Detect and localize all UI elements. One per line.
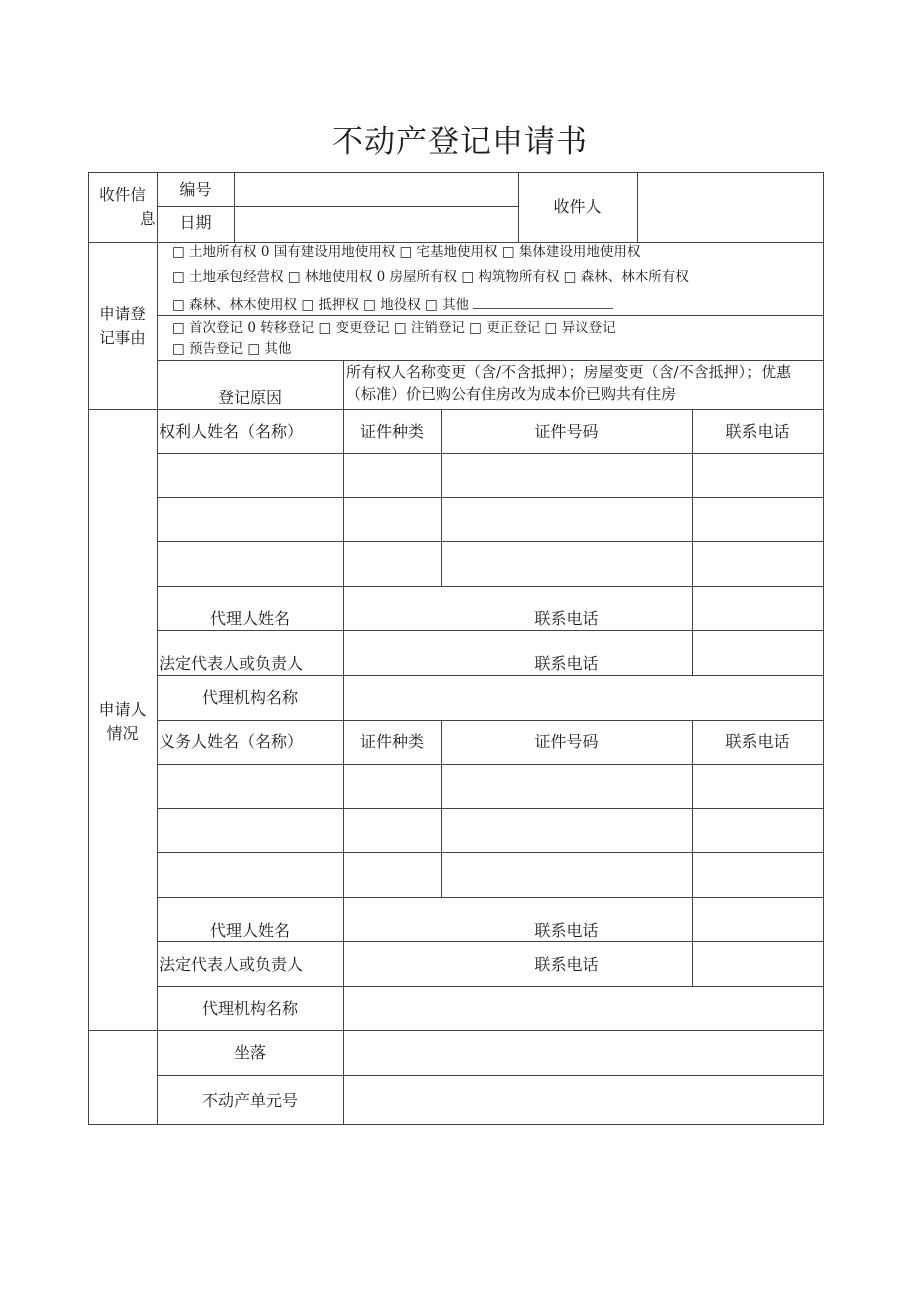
reason-separator	[157, 315, 824, 316]
id-type-header: 证件种类	[359, 732, 424, 751]
reason-section-label: 记事由	[99, 329, 146, 347]
location-label: 坐落	[233, 1043, 266, 1062]
row-line	[157, 720, 824, 721]
receipt-divider	[637, 172, 638, 242]
number-field[interactable]	[236, 178, 516, 204]
receiver-label: 收件人	[553, 197, 602, 216]
legal-rep-phone-label: 联系电话	[534, 654, 599, 673]
agent-phone-label: 联系电话	[534, 609, 599, 628]
table-cell[interactable]	[695, 456, 820, 494]
table-cell[interactable]	[444, 500, 689, 538]
registration-type-options-line[interactable]: □ 预告登记 □ 其他	[172, 341, 292, 357]
receipt-section-label: 息	[140, 210, 156, 228]
column-line	[343, 1030, 344, 1125]
applicant-section-label: 申请人	[98, 700, 147, 719]
column-line	[692, 409, 693, 675]
receipt-section-label: 收件信	[99, 186, 146, 204]
table-cell[interactable]	[695, 767, 820, 805]
table-cell[interactable]	[160, 855, 340, 893]
number-label: 编号	[179, 180, 212, 199]
table-cell[interactable]	[346, 767, 438, 805]
table-cell[interactable]	[444, 456, 689, 494]
id-number-header: 证件号码	[534, 732, 599, 751]
legal-rep-label: 法定代表人或负责人	[159, 654, 304, 673]
reason-section-label: 申请登	[99, 305, 146, 323]
row-line	[157, 986, 824, 987]
row-line	[157, 897, 824, 898]
agent-name-label: 代理人姓名	[209, 921, 290, 940]
legal-rep-phone-label: 联系电话	[534, 955, 599, 974]
section-separator	[88, 409, 824, 410]
table-border-bottom	[88, 1124, 824, 1125]
agent-name-label: 代理人姓名	[209, 609, 290, 628]
date-label: 日期	[179, 213, 212, 232]
table-cell[interactable]	[346, 544, 438, 582]
agent-phone-label: 联系电话	[534, 921, 599, 940]
cause-text: 所有权人名称变更（含/不含抵押）；房屋变更（含/不含抵押）；优惠（标准）价已购公有住房改为成本价已购共有住房	[346, 363, 792, 403]
phone-header: 联系电话	[725, 732, 790, 751]
row-line	[157, 453, 824, 454]
legal-rep-label: 法定代表人或负责人	[159, 955, 304, 974]
right-type-options-line[interactable]: □ 土地承包经营权 □ 林地使用权 0 房屋所有权 □ 构筑物所有权 □ 森林、林木所有权	[172, 269, 689, 285]
cause-divider	[343, 360, 344, 409]
right-type-options-line[interactable]	[172, 296, 613, 313]
registration-type-options-line[interactable]: □ 首次登记 0 转移登记 □ 变更登记 □ 注销登记 □ 更正登记 □ 异议登记	[172, 320, 616, 336]
section-separator	[88, 242, 824, 243]
agency-name-label: 代理机构名称	[201, 688, 298, 707]
phone-header: 联系电话	[725, 422, 790, 441]
table-cell[interactable]	[695, 500, 820, 538]
cause-label: 登记原因	[217, 388, 282, 407]
table-cell[interactable]	[160, 456, 340, 494]
table-cell[interactable]	[346, 811, 438, 849]
column-line	[343, 720, 344, 1030]
row-line	[157, 630, 824, 631]
applicant-section-label: 情况	[106, 724, 139, 743]
section-separator	[88, 1030, 824, 1031]
table-cell[interactable]	[695, 544, 820, 582]
row-line	[157, 764, 824, 765]
table-cell[interactable]	[444, 544, 689, 582]
row-line	[157, 497, 824, 498]
unit-number-field[interactable]	[346, 1078, 820, 1121]
receiver-field[interactable]	[639, 176, 821, 238]
row-line	[157, 675, 824, 676]
table-cell[interactable]	[160, 811, 340, 849]
right-holder-name-header: 权利人姓名（名称）	[159, 422, 304, 441]
table-cell[interactable]	[346, 500, 438, 538]
row-line	[157, 852, 824, 853]
table-border-top	[88, 172, 824, 173]
obligor-name-header: 义务人姓名（名称）	[159, 732, 304, 751]
table-cell[interactable]	[695, 811, 820, 849]
row-line	[157, 586, 824, 587]
id-number-header: 证件号码	[534, 422, 599, 441]
column-line	[343, 675, 344, 720]
document-title: 不动产登记申请书	[332, 124, 588, 160]
row-line	[157, 941, 824, 942]
table-cell[interactable]	[444, 767, 689, 805]
table-cell[interactable]	[160, 500, 340, 538]
table-cell[interactable]	[160, 767, 340, 805]
row-line	[157, 541, 824, 542]
id-type-header: 证件种类	[359, 422, 424, 441]
table-cell[interactable]	[444, 811, 689, 849]
table-cell[interactable]	[346, 855, 438, 893]
right-type-options-text: □ 森林、林木使用权 □ 抵押权 □ 地役权 □ 其他	[172, 297, 470, 313]
column-line	[692, 720, 693, 986]
table-cell[interactable]	[346, 456, 438, 494]
table-cell[interactable]	[160, 544, 340, 582]
row-line	[157, 1075, 824, 1076]
table-cell[interactable]	[695, 855, 820, 893]
right-type-options-line[interactable]: □ 土地所有权 0 国有建设用地使用权 □ 宅基地使用权 □ 集体建设用地使用权	[172, 244, 641, 260]
location-field[interactable]	[346, 1033, 820, 1071]
receipt-divider	[234, 172, 235, 242]
unit-number-label: 不动产单元号	[201, 1091, 298, 1110]
date-field[interactable]	[236, 210, 516, 238]
table-cell[interactable]	[444, 855, 689, 893]
receipt-mid-line	[157, 206, 519, 207]
column-line	[343, 409, 344, 675]
agency-name-label: 代理机构名称	[201, 999, 298, 1018]
other-blank-line[interactable]	[473, 296, 613, 309]
row-line	[157, 808, 824, 809]
